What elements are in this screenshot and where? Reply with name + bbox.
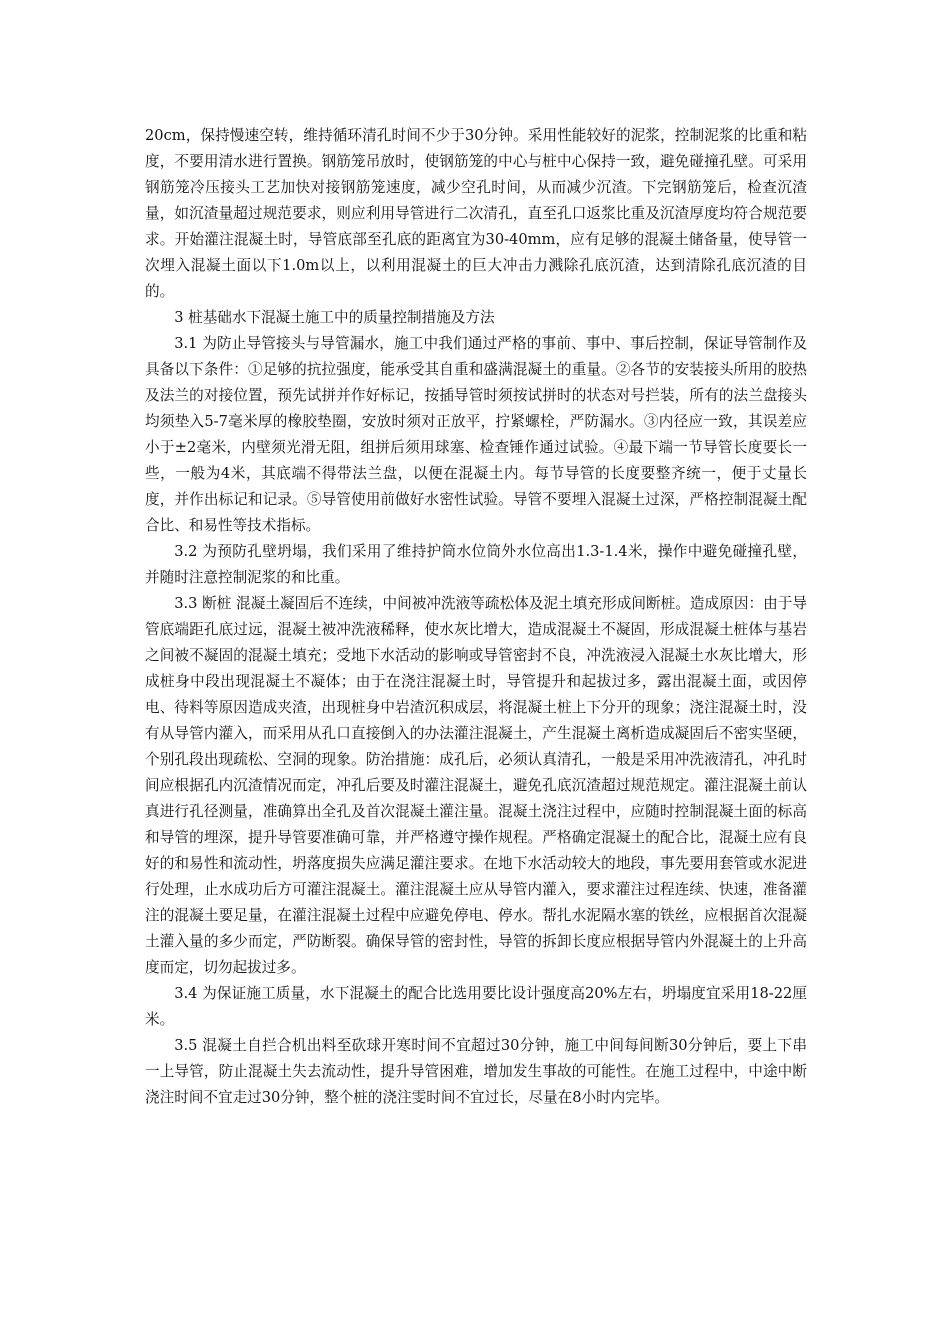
paragraph-continuation: 20cm，保持慢速空转，维持循环清孔时间不少于30分钟。采用性能较好的泥浆，控制泥浆的比重和粘度，不要用清水进行置换。钢筋笼吊放时，使钢筋笼的中心与桩中心保持一致，避免碰撞孔壁。可采用钢筋笼冷压接头工艺加快对接钢筋笼速度，减少空孔时间，从而减少沉渣。下完钢筋笼后，检查沉渣量，如沉渣量超过规范要求，则应利用导管进行二次清孔，直至孔口返浆比重及沉渣厚度均符合规范要求。开始灌注混凝土时，导管底部至孔底的距离宜为30-40mm，应有足够的混凝土储备量，使导管一次埋入混凝土面以下1.0m以上，以利用混凝土的巨大冲击力溅除孔底沉渣，达到清除孔底沉渣的目的。 [145, 127, 807, 300]
document-page [145, 123, 807, 1111]
paragraph-3-2: 3.2 为预防孔壁坍塌，我们采用了维持护筒水位筒外水位高出1.3-1.4米，操作中避免碰撞孔壁，并随时注意控制泥浆的和比重。 [145, 543, 807, 586]
paragraph-3-1: 3.1 为防止导管接头与导管漏水，施工中我们通过严格的事前、事中、事后控制，保证导管制作及具备以下条件：①足够的抗拉强度，能承受其自重和盛满混凝土的重量。②各节的安装接头所用的胶热及法兰的对接位置，预先试拼并作好标记，按插导管时须按试拼时的状态对号拦装，所有的法兰盘接头均须垫入5-7毫米厚的橡胶垫圈，安放时须对正放平，拧紧螺栓，严防漏水。③内径应一致，其误差应小于±2毫米，内壁须光滑无阻，组拼后须用球塞、检查锤作通过试验。④最下端一节导管长度要长一些，一般为4米，其底端不得带法兰盘，以便在混凝土内。每节导管的长度要整齐统一，便于丈量长度，并作出标记和记录。⑤导管使用前做好水密性试验。导管不要埋入混凝土过深，严格控制混凝土配合比、和易性等技术指标。 [145, 335, 807, 534]
paragraph-3-4: 3.4 为保证施工质量，水下混凝土的配合比选用要比设计强度高20%左右，坍塌度宜采用18-22厘米。 [145, 985, 807, 1028]
paragraph-3-5: 3.5 混凝土自拦合机出料至砍球开寒时间不宜超过30分钟，施工中间每间断30分钟后，要上下串一上导管，防止混凝土失去流动性，提升导管困难，增加发生事故的可能性。在施工过程中，中途中断浇注时间不宜走过30分钟，整个桩的浇注雯时间不宜过长，尽量在8小时内完毕。 [145, 1037, 807, 1106]
section-heading: 3 桩基础水下混凝土施工中的质量控制措施及方法 [174, 309, 495, 326]
paragraph-3-3: 3.3 断桩 混凝土凝固后不连续，中间被冲洗液等疏松体及泥土填充形成间断桩。造成原因：由于导管底端距孔底过远，混凝土被冲洗液稀释，使水灰比增大，造成混凝土不凝固，形成混凝土桩体与基岩之间被不凝固的混凝土填充；受地下水活动的影响或导管密封不良，冲洗液浸入混凝土水灰比增大，形成桩身中段出现混凝土不凝体；由于在浇注混凝土时，导管提升和起拔过多，露出混凝土面，或因停电、待料等原因造成夹渣，出现桩身中岩渣沉积成层，将混凝土桩上下分开的现象；浇注混凝土时，没有从导管内灌入，而采用从孔口直接倒入的办法灌注混凝土，产生混凝土离析造成凝固后不密实坚硬，个别孔段出现疏松、空洞的现象。防治措施：成孔后，必须认真清孔，一般是采用冲洗液清孔，冲孔时间应根据孔内沉渣情况而定，冲孔后要及时灌注混凝土，避免孔底沉渣超过规范规定。灌注混凝土前认真进行孔径测量，准确算出全孔及首次混凝土灌注量。混凝土浇注过程中，应随时控制混凝土面的标高和导管的埋深，提升导管要准确可靠，并严格遵守操作规程。严格确定混凝土的配合比，混凝土应有良好的和易性和流动性，坍落度损失应满足灌注要求。在地下水活动较大的地段，事先要用套管或水泥进行处理，止水成功后方可灌注混凝土。灌注混凝土应从导管内灌入，要求灌注过程连续、快速，准备灌注的混凝土要足量，在灌注混凝土过程中应避免停电、停水。帮扎水泥隔水塞的铁丝，应根据首次混凝土灌入量的多少而定，严防断裂。确保导管的密封性，导管的拆卸长度应根据导管内外混凝土的上升高度而定，切勿起拔过多。 [145, 595, 807, 976]
